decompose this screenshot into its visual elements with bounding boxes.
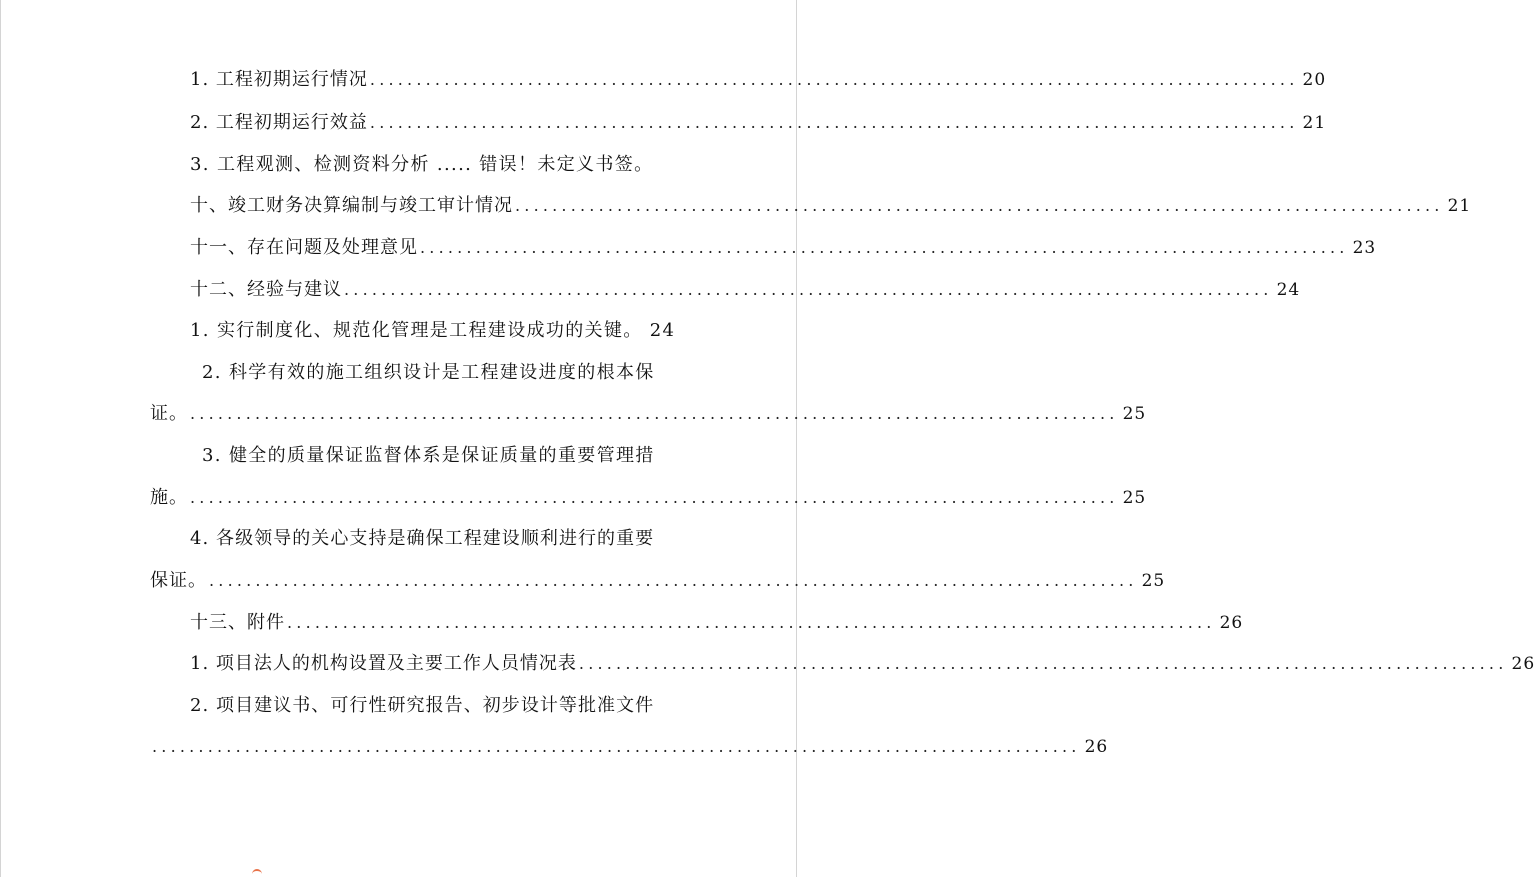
toc-entry[interactable] bbox=[190, 194, 677, 218]
dot-leader: .................................................................................................... bbox=[190, 402, 1119, 426]
toc-entry-title: 十三、附件 bbox=[190, 611, 285, 635]
toc-entry-page: 26 bbox=[1085, 735, 1109, 759]
toc-entry-title: 施。 bbox=[150, 486, 188, 510]
toc-entry-line1[interactable]: 2. 项目建议书、可行性研究报告、初步设计等批准文件 bbox=[190, 694, 654, 718]
page-corner-mark bbox=[252, 869, 262, 879]
toc-entry-line2[interactable] bbox=[150, 402, 677, 426]
toc-entry-title: 十、竣工财务决算编制与竣工审计情况 bbox=[190, 194, 513, 218]
toc-entry-page: 25 bbox=[1142, 569, 1166, 593]
toc-entry-page: 25 bbox=[1123, 486, 1147, 510]
toc-entry[interactable] bbox=[190, 278, 677, 302]
toc-entry-line2[interactable] bbox=[150, 569, 677, 593]
toc-entry-line2[interactable] bbox=[150, 735, 677, 759]
toc-entry-line1[interactable]: 3. 健全的质量保证监督体系是保证质量的重要管理措 bbox=[202, 444, 655, 468]
toc-entry[interactable]: 1. 实行制度化、规范化管理是工程建设成功的关键。 24 bbox=[190, 319, 675, 343]
dot-leader: .................................................................................................... bbox=[152, 735, 1081, 759]
toc-entry-page: 23 bbox=[1353, 236, 1377, 260]
dot-leader: .................................................................................................... bbox=[370, 111, 1299, 135]
toc-entry-title: 十一、存在问题及处理意见 bbox=[190, 236, 418, 260]
toc-entry-page: 25 bbox=[1123, 402, 1147, 426]
dot-leader: .................................................................................................... bbox=[420, 236, 1349, 260]
toc-entry-title: 保证。 bbox=[150, 569, 207, 593]
dot-leader: .................................................................................................... bbox=[370, 68, 1299, 92]
toc-entry-title: 1. 项目法人的机构设置及主要工作人员情况表 bbox=[190, 652, 577, 676]
dot-leader: .................................................................................................... bbox=[579, 652, 1508, 676]
toc-entry-page: 21 bbox=[1448, 194, 1472, 218]
toc-entry-page: 21 bbox=[1303, 111, 1327, 135]
toc-entry-line1[interactable]: 2. 科学有效的施工组织设计是工程建设进度的根本保 bbox=[202, 361, 655, 385]
dot-leader: .................................................................................................... bbox=[515, 194, 1444, 218]
toc-entry[interactable] bbox=[190, 236, 677, 260]
toc-entry-title: 1. 工程初期运行情况 bbox=[190, 68, 368, 92]
toc-entry-title: 2. 工程初期运行效益 bbox=[190, 111, 368, 135]
toc-entry[interactable] bbox=[190, 611, 677, 635]
toc-entry-title: 十二、经验与建议 bbox=[190, 278, 342, 302]
toc-entry-page: 26 bbox=[1220, 611, 1244, 635]
dot-leader: .................................................................................................... bbox=[344, 278, 1273, 302]
toc-entry[interactable] bbox=[190, 652, 677, 676]
toc-entry-page: 24 bbox=[1277, 278, 1301, 302]
toc-entry-title: 证。 bbox=[150, 402, 188, 426]
dot-leader: .................................................................................................... bbox=[209, 569, 1138, 593]
toc-entry[interactable] bbox=[190, 68, 677, 92]
toc-entry-line1[interactable]: 4. 各级领导的关心支持是确保工程建设顺利进行的重要 bbox=[190, 527, 654, 551]
dot-leader: .................................................................................................... bbox=[190, 486, 1119, 510]
toc-entry[interactable] bbox=[190, 111, 677, 135]
toc-entry-page: 20 bbox=[1303, 68, 1327, 92]
toc-entry-error[interactable]: 3. 工程观测、检测资料分析 ..... 错误！未定义书签。 bbox=[190, 153, 653, 177]
toc-entry-line2[interactable] bbox=[150, 486, 677, 510]
dot-leader: .................................................................................................... bbox=[287, 611, 1216, 635]
toc-entry-page: 26 bbox=[1512, 652, 1535, 676]
